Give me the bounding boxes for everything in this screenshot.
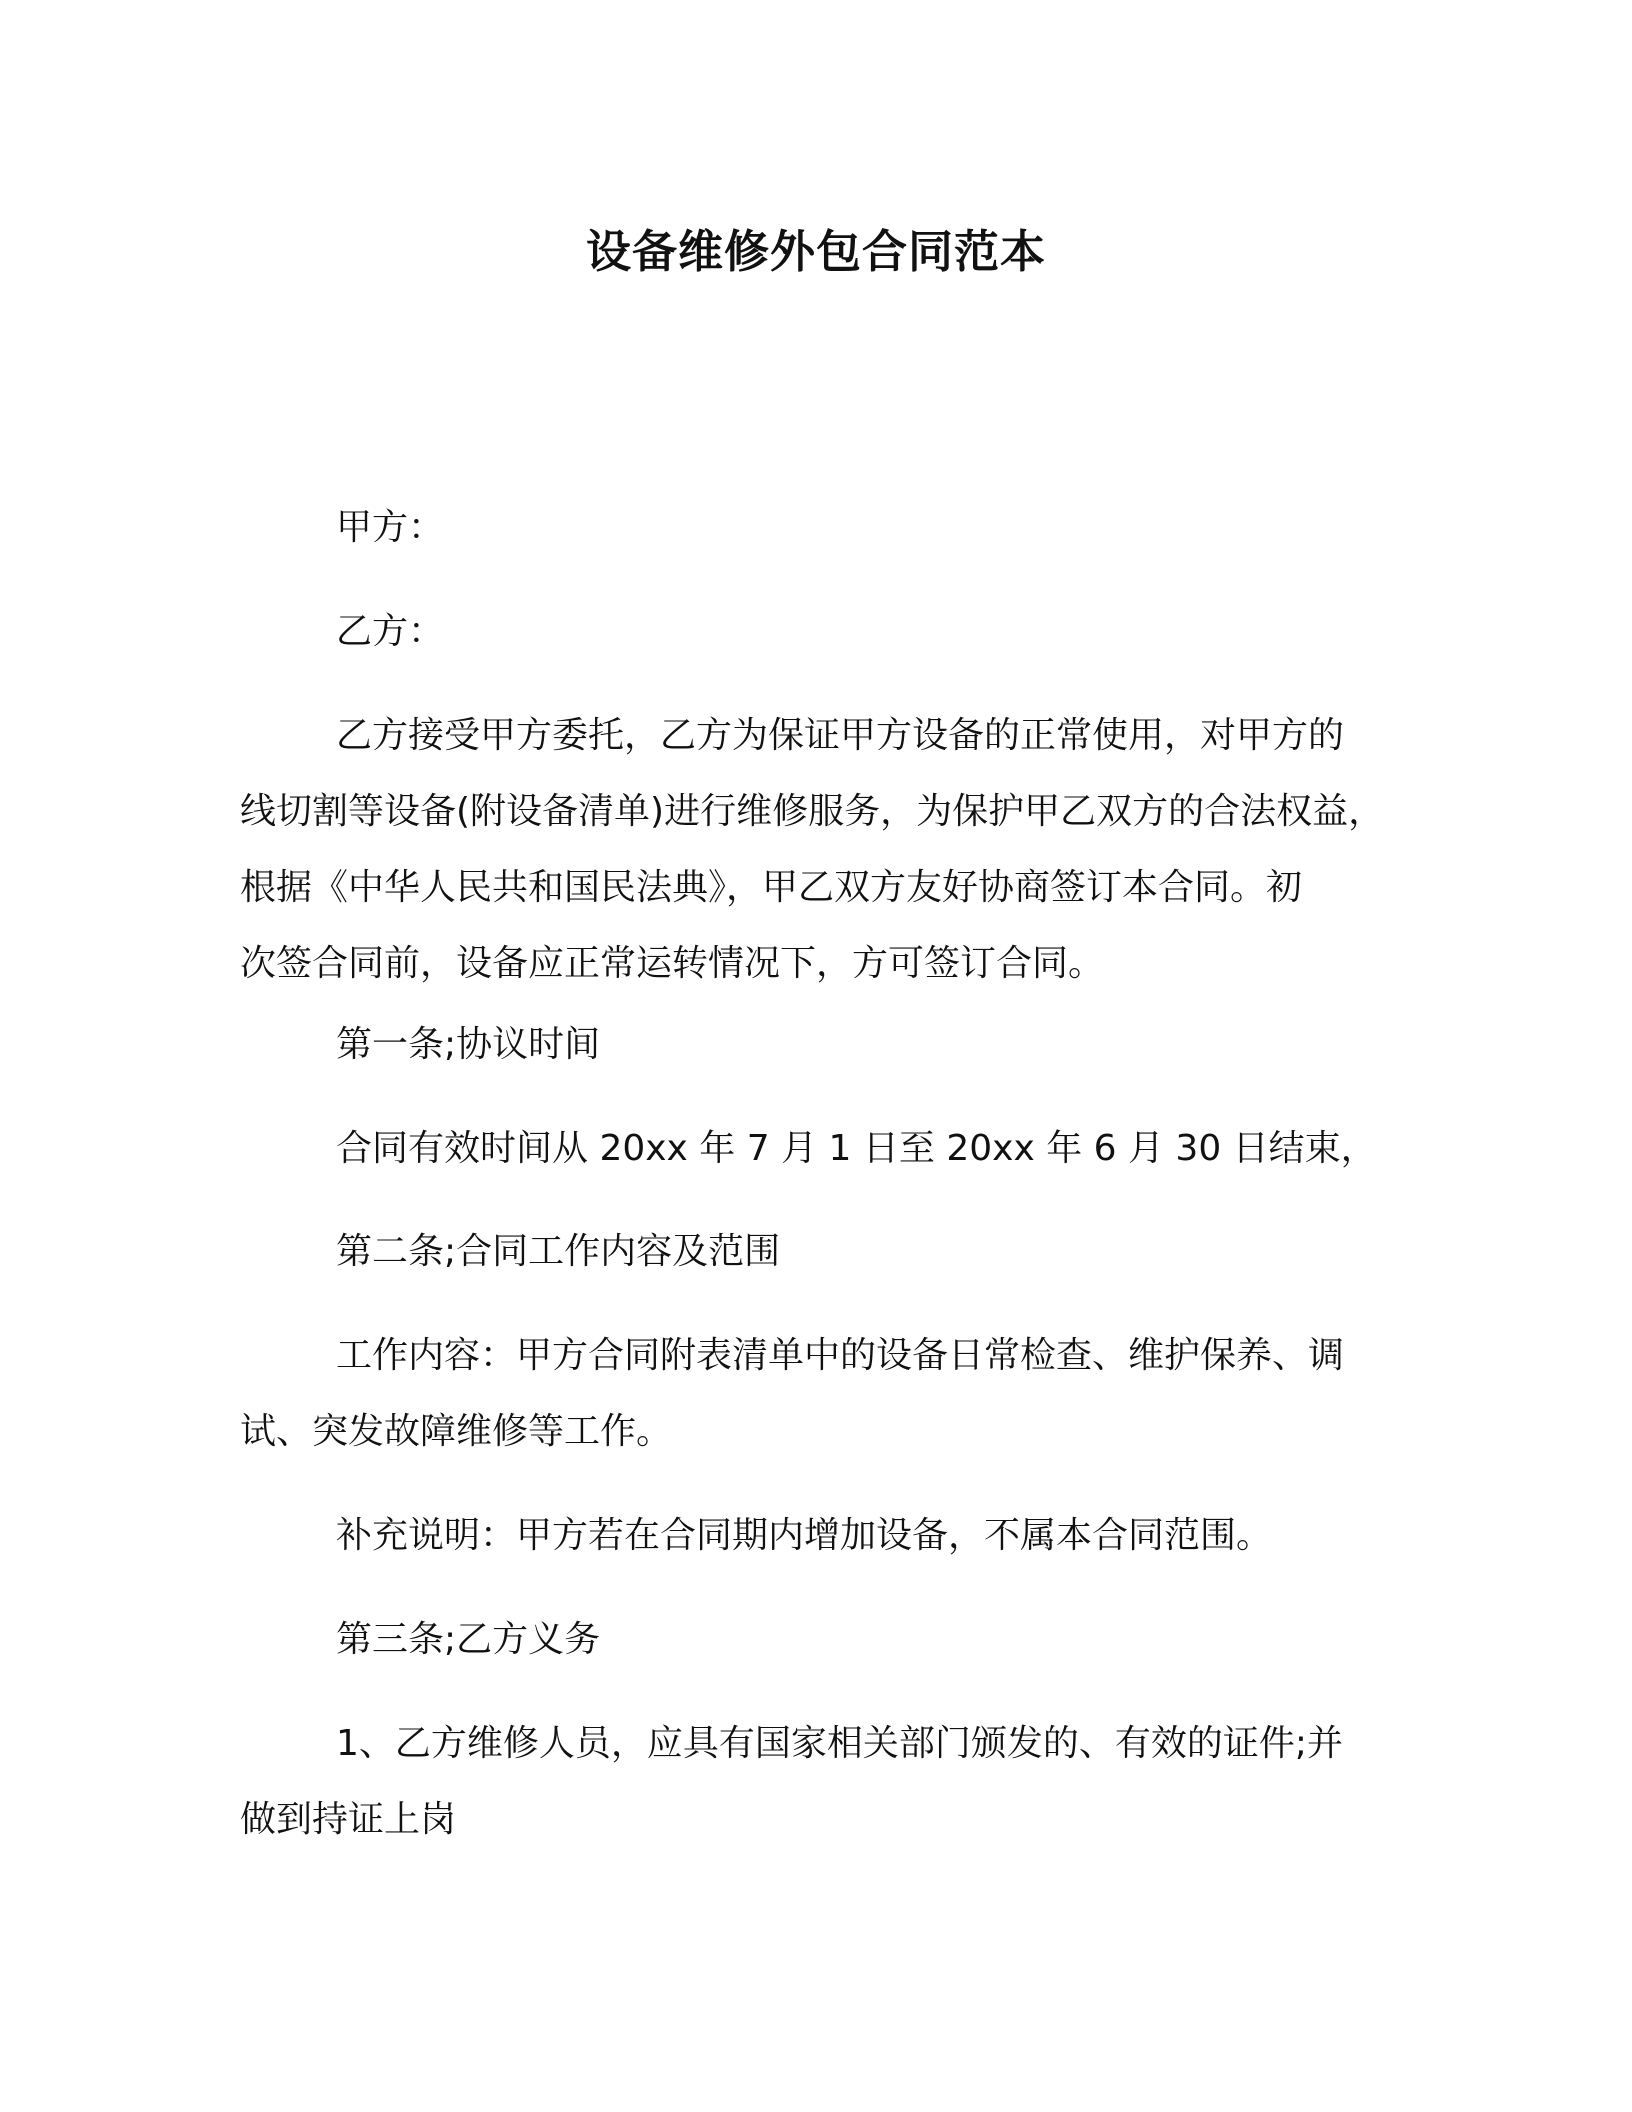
item-1-paragraph bbox=[240, 1706, 1420, 1858]
article-1-text: 合同有效时间从 20xx 年 7 月 1 日至 20xx 年 6 月 30 日结束， bbox=[336, 1128, 1377, 1169]
article-3-heading: 第三条;乙方义务 bbox=[336, 1619, 601, 1660]
supplement-text: 补充说明：甲方若在合同期内增加设备，不属本合同范围。 bbox=[336, 1515, 1273, 1556]
intro-line: 乙方接受甲方委托，乙方为保证甲方设备的正常使用，对甲方的 bbox=[336, 715, 1345, 756]
work-content-line: 试、突发故障维修等工作。 bbox=[240, 1411, 673, 1452]
document-title: 设备维修外包合同范本 bbox=[585, 225, 1046, 278]
work-content-paragraph bbox=[240, 1318, 1420, 1470]
article-2-heading: 第二条;合同工作内容及范围 bbox=[336, 1231, 781, 1272]
work-content-line: 工作内容：甲方合同附表清单中的设备日常检查、维护保养、调 bbox=[336, 1335, 1345, 1376]
intro-line: 次签合同前，设备应正常运转情况下，方可签订合同。 bbox=[240, 943, 1105, 984]
intro-paragraph bbox=[240, 698, 1420, 1002]
intro-line: 根据《中华人民共和国民法典》，甲乙双方友好协商签订本合同。初 bbox=[240, 867, 1303, 908]
party-a-label: 甲方： bbox=[336, 507, 445, 548]
article-1-heading: 第一条;协议时间 bbox=[336, 1024, 601, 1065]
intro-line: 线切割等设备(附设备清单)进行维修服务，为保护甲乙双方的合法权益， bbox=[240, 791, 1385, 832]
item-1-line: 做到持证上岗 bbox=[240, 1799, 457, 1840]
item-1-line: 1、乙方维修人员，应具有国家相关部门颁发的、有效的证件;并 bbox=[336, 1723, 1344, 1764]
party-b-label: 乙方： bbox=[336, 611, 445, 652]
